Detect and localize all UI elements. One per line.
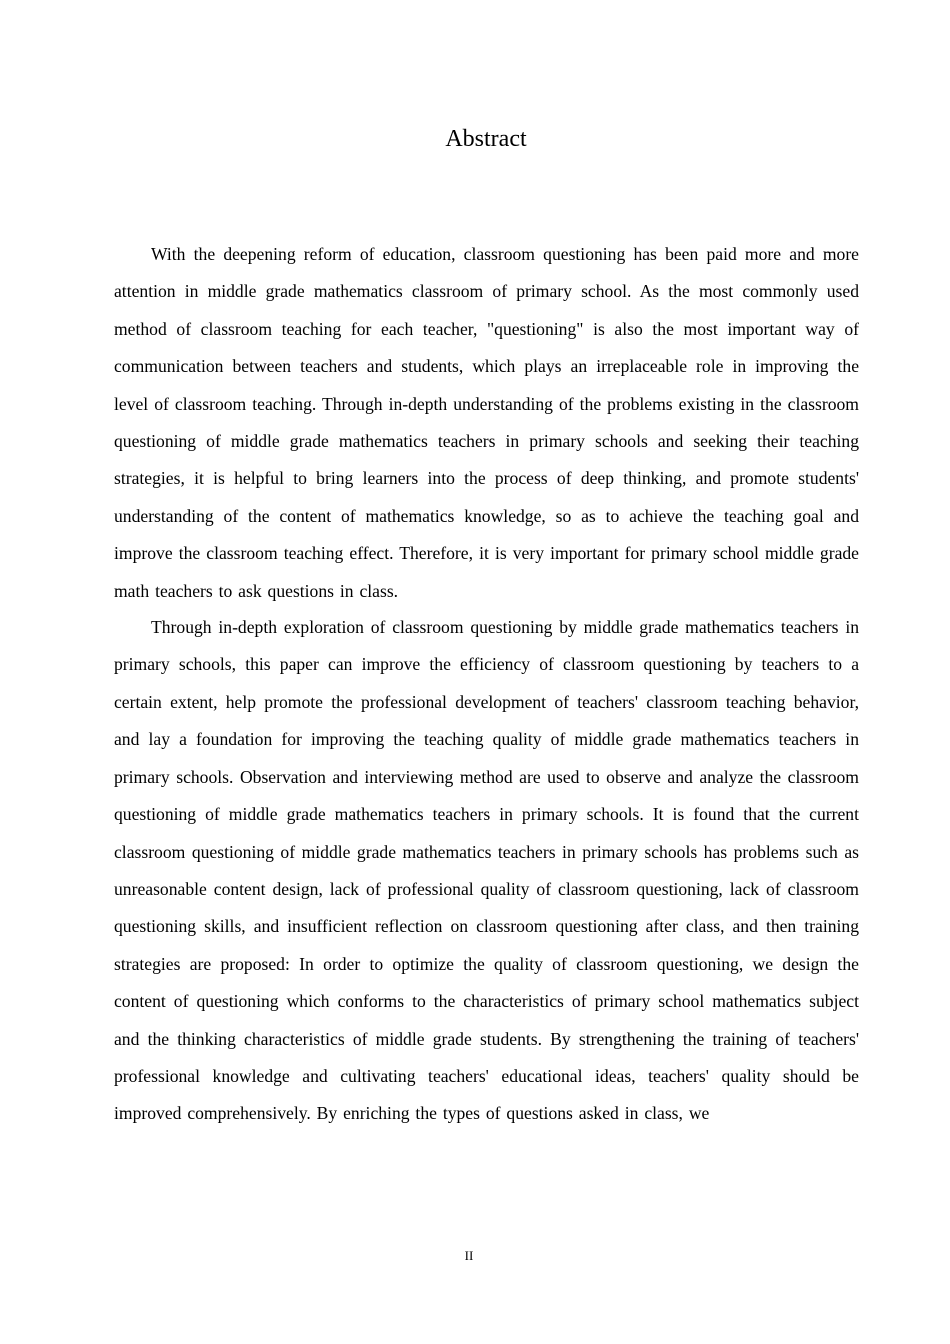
abstract-paragraph-1: With the deepening reform of education, classroom questioning has been paid more and more attention in middle grade mathematics classroom of primary school. As the most commonly used method of classroom teaching for each teacher, "questioning" is also the most important way of communication between teachers and students, which plays an irreplaceable role in improving the level of classroom teaching. Through in-depth understanding of the problems existing in the classroom questioning of middle grade mathematics teachers in primary schools and seeking their teaching strategies, it is helpful to bring learners into the process of deep thinking, and promote students' understanding of the content of mathematics knowledge, so as to achieve the teaching goal and improve the classroom teaching effect. Therefore, it is very important for primary school middle grade math teachers to ask questions in class. <box>114 244 859 601</box>
abstract-title: Abstract <box>445 126 527 152</box>
page-number: II <box>464 1248 474 1263</box>
abstract-body <box>114 236 859 1133</box>
abstract-paragraph-2: Through in-depth exploration of classroom questioning by middle grade mathematics teachers in primary schools, this paper can improve the efficiency of classroom questioning by teachers to a certain extent, help promote the professional development of teachers' classroom teaching behavior, and lay a foundation for improving the teaching quality of middle grade mathematics teachers in primary schools. Observation and interviewing method are used to observe and analyze the classroom questioning of middle grade mathematics teachers in primary schools. It is found that the current classroom questioning of middle grade mathematics teachers in primary schools has problems such as unreasonable content design, lack of professional quality of classroom questioning, lack of classroom questioning skills, and insufficient reflection on classroom questioning after class, and then training strategies are proposed: In order to optimize the quality of classroom questioning, we design the content of questioning which conforms to the characteristics of primary school mathematics subject and the thinking characteristics of middle grade students. By strengthening the training of teachers' professional knowledge and cultivating teachers' educational ideas, teachers' quality should be improved comprehensively. By enriching the types of questions asked in class, we <box>114 617 859 1124</box>
